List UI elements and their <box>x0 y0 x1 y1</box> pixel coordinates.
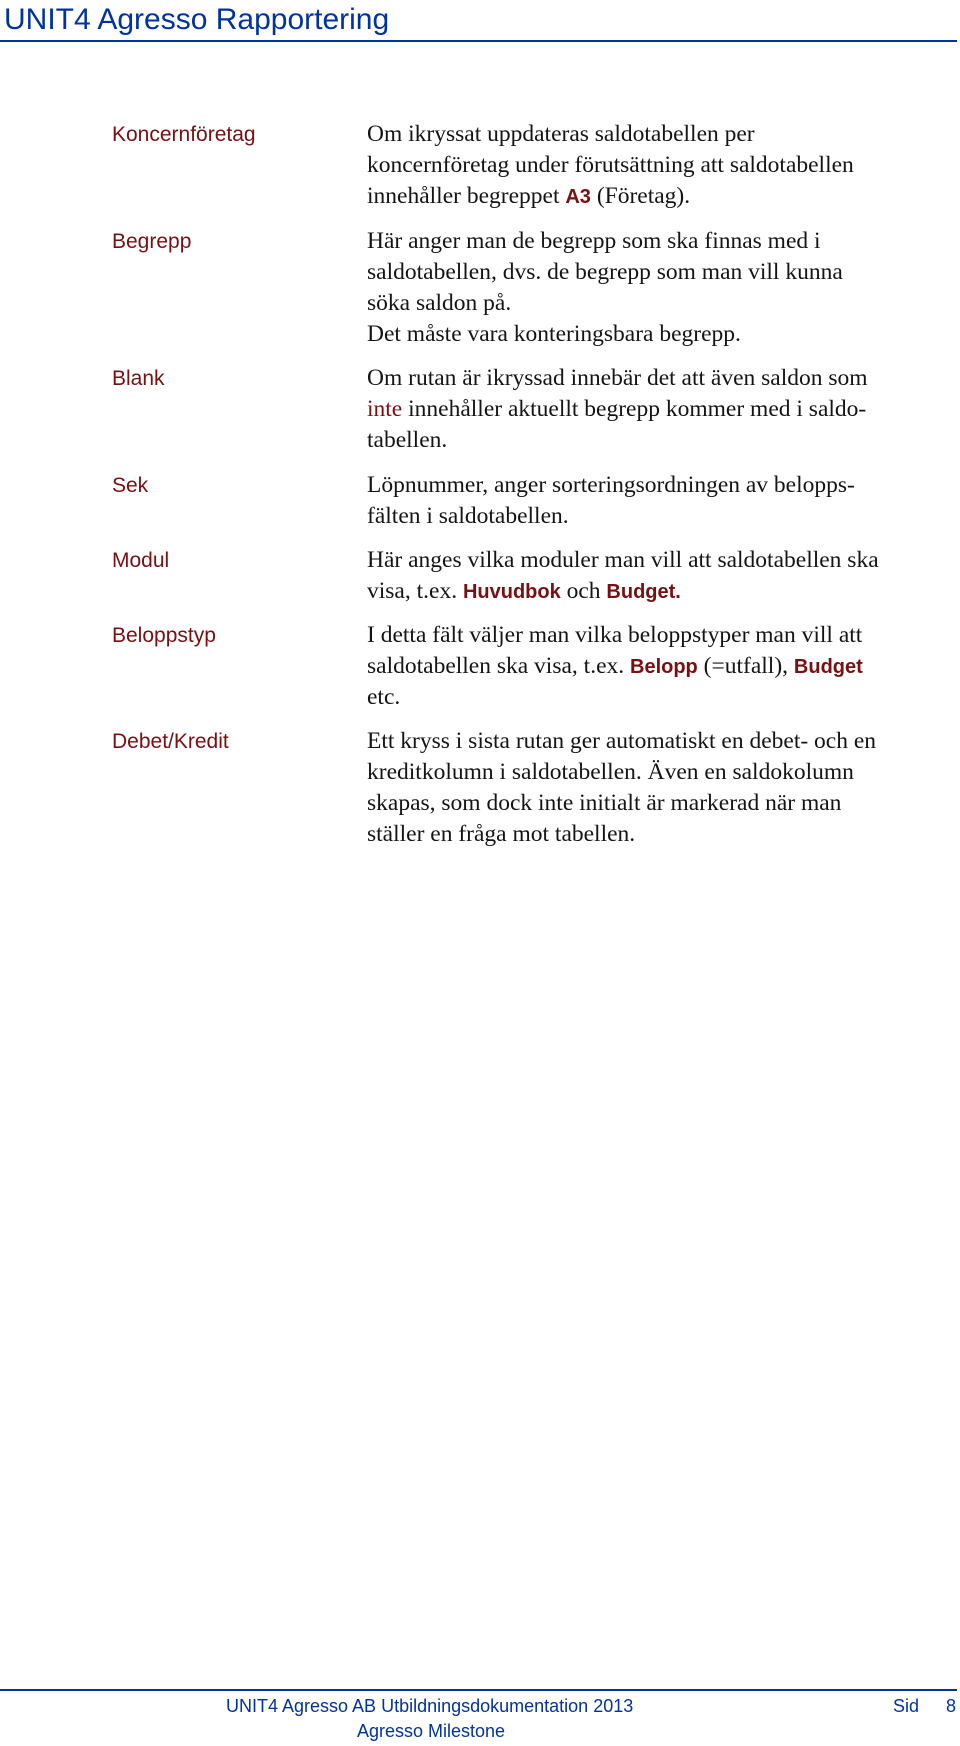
description-line <box>367 226 957 257</box>
term-description <box>367 363 957 456</box>
description-line <box>367 394 957 425</box>
text-segment: (Företag). <box>590 183 691 209</box>
text-segment: skapas, som dock inte initialt är markerad när man <box>367 790 842 816</box>
text-segment: Här anges vilka moduler man vill att saldotabellen ska <box>367 547 879 573</box>
description-line <box>367 726 957 757</box>
keyword: Belopp <box>630 656 698 678</box>
text-segment: koncernföretag under förutsättning att saldotabellen <box>367 152 854 178</box>
keyword: inte <box>367 396 403 422</box>
text-segment: visa, t.ex. <box>367 578 463 604</box>
description-line <box>367 363 957 394</box>
text-segment: saldotabellen ska visa, t.ex. <box>367 653 630 679</box>
description-line <box>367 651 957 682</box>
description-line <box>367 119 957 150</box>
text-segment: saldotabellen, dvs. de begrepp som man vill kunna <box>367 259 843 285</box>
text-segment: etc. <box>367 684 401 710</box>
text-segment: Om ikryssat uppdateras saldotabellen per <box>367 121 755 147</box>
description-line <box>367 576 957 607</box>
page-title: UNIT4 Agresso Rapportering <box>4 3 390 36</box>
term-label: Blank <box>112 367 165 390</box>
term-description <box>367 119 957 212</box>
description-line <box>367 288 957 319</box>
term-description <box>367 470 957 532</box>
description-line <box>367 319 957 350</box>
footer-divider <box>0 1689 957 1691</box>
term-description <box>367 620 957 713</box>
description-line <box>367 150 957 181</box>
keyword: Budget. <box>606 581 681 603</box>
description-line <box>367 620 957 651</box>
footer-doc-title: UNIT4 Agresso AB Utbildningsdokumentation 2013 <box>226 1696 634 1716</box>
keyword: Huvudbok <box>462 581 561 603</box>
description-line <box>367 257 957 288</box>
keyword: Budget <box>793 656 863 678</box>
text-segment: Löpnummer, anger sorteringsordningen av belopps- <box>367 472 855 498</box>
text-segment: I detta fält väljer man vilka beloppstyper man vill att <box>367 622 863 648</box>
term-description <box>367 226 957 350</box>
text-segment: söka saldon på. <box>367 290 512 316</box>
text-segment: tabellen. <box>367 427 448 453</box>
description-line <box>367 425 957 456</box>
footer-page-label: Sid <box>893 1696 920 1716</box>
description-line <box>367 545 957 576</box>
text-segment: Om rutan är ikryssad innebär det att även saldon som <box>367 365 868 391</box>
description-line <box>367 682 957 713</box>
text-segment: fälten i saldotabellen. <box>367 503 569 529</box>
text-segment: Här anger man de begrepp som ska finnas med i <box>367 228 821 254</box>
term-label: Debet/Kredit <box>112 730 229 753</box>
term-label: Beloppstyp <box>112 624 216 647</box>
description-line <box>367 181 957 212</box>
description-line <box>367 757 957 788</box>
description-line <box>367 501 957 532</box>
text-segment: ställer en fråga mot tabellen. <box>367 821 636 847</box>
text-segment: (=utfall), <box>697 653 794 679</box>
term-label: Modul <box>112 549 170 572</box>
footer-page-number: 8 <box>946 1696 957 1716</box>
footer-product: Agresso Milestone <box>357 1721 506 1741</box>
description-line <box>367 819 957 850</box>
term-description <box>367 545 957 607</box>
term-label: Sek <box>112 474 149 497</box>
text-segment: kreditkolumn i saldotabellen. Även en saldokolumn <box>367 759 854 785</box>
term-description <box>367 726 957 850</box>
header-divider <box>0 40 957 42</box>
term-label: Koncernföretag <box>112 123 256 146</box>
text-segment: innehåller begreppet <box>367 183 566 209</box>
description-line <box>367 788 957 819</box>
text-segment: innehåller aktuellt begrepp kommer med i saldo- <box>402 396 867 422</box>
keyword: A3 <box>565 186 591 208</box>
term-label: Begrepp <box>112 230 192 253</box>
text-segment: Det måste vara konteringsbara begrepp. <box>367 321 741 347</box>
text-segment: Ett kryss i sista rutan ger automatiskt en debet- och en <box>367 728 877 754</box>
description-line <box>367 470 957 501</box>
text-segment: och <box>560 578 607 604</box>
